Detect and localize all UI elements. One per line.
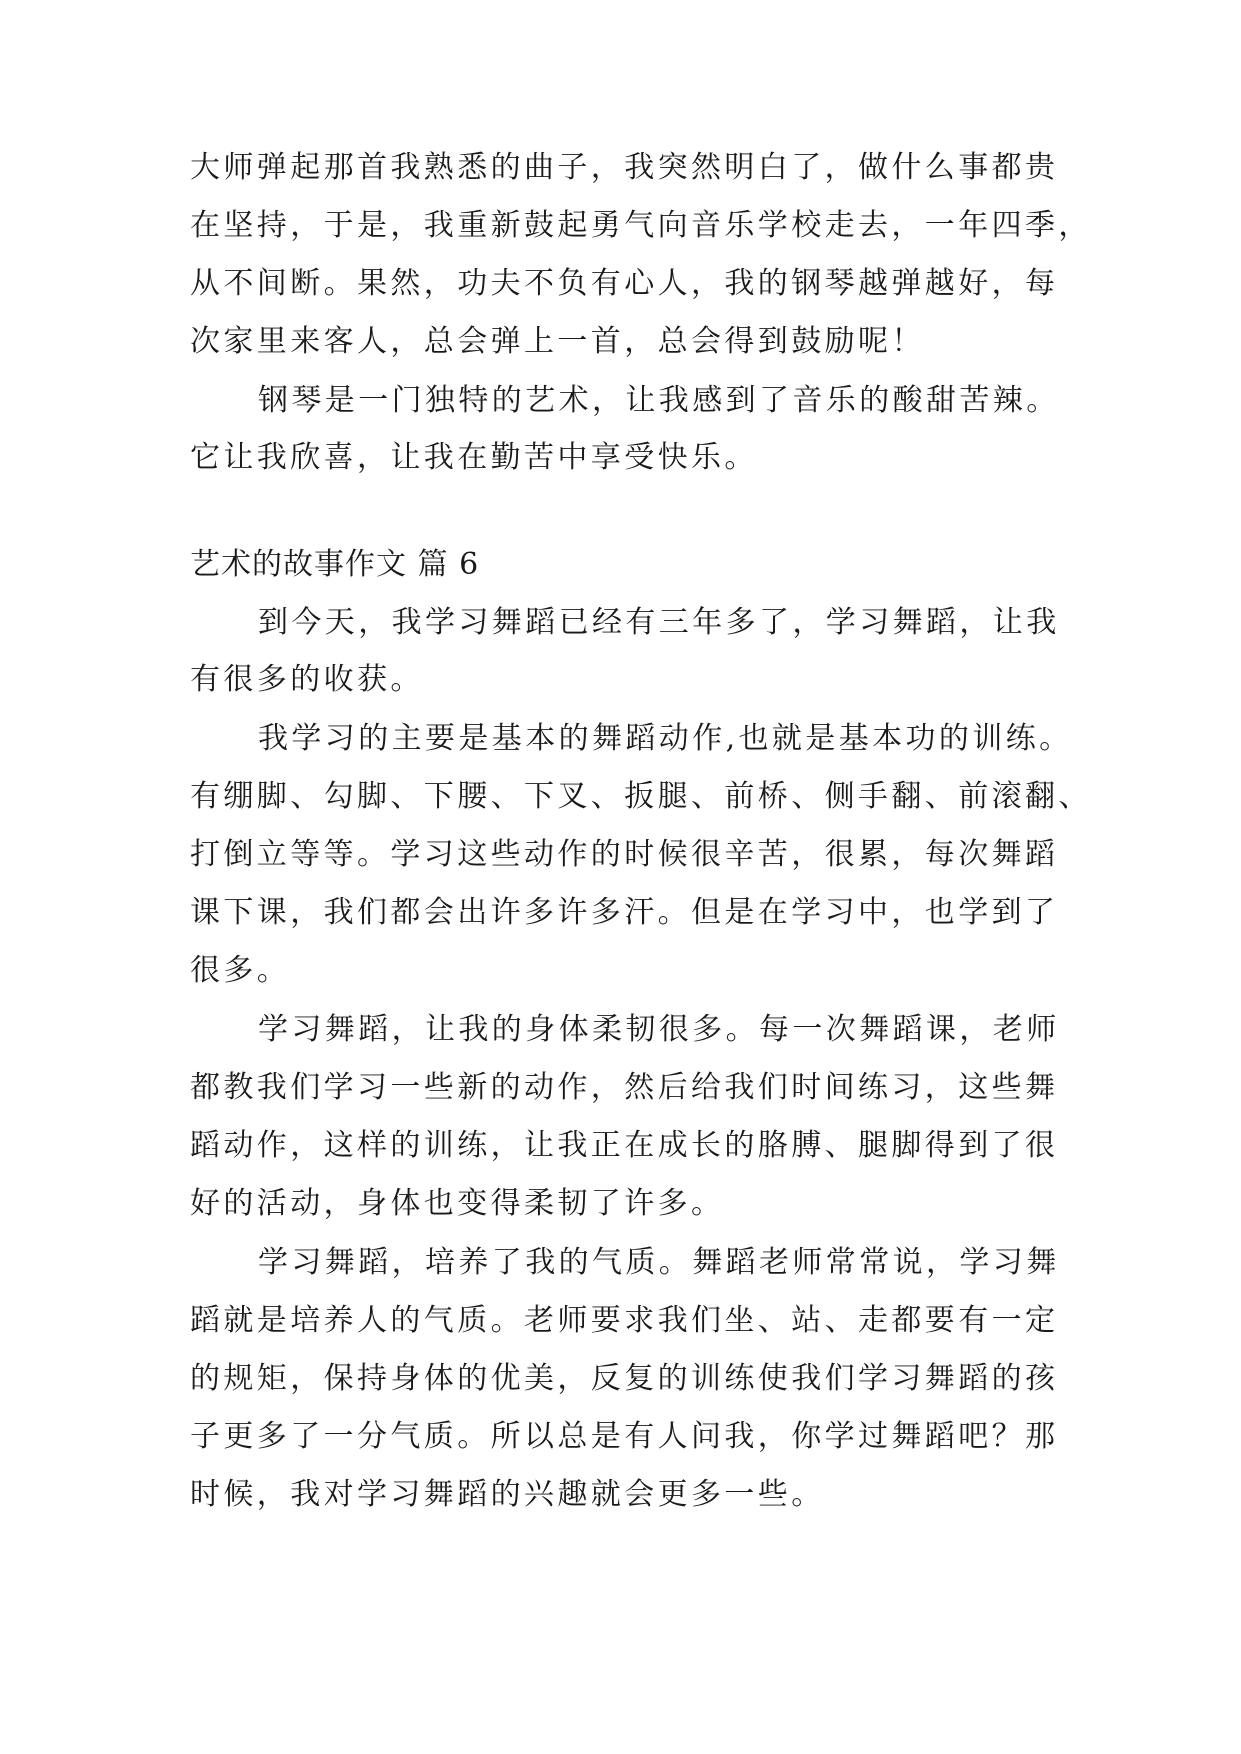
paragraph-line: 它让我欣喜，让我在勤苦中享受快乐。 [190, 440, 758, 475]
paragraph-line: 到今天，我学习舞蹈已经有三年多了，学习舞蹈，让我 [258, 605, 1060, 640]
paragraph-line: 都教我们学习一些新的动作，然后给我们时间练习，这些舞 [190, 1070, 1059, 1105]
paragraph-line: 钢琴是一门独特的艺术，让我感到了音乐的酸甜苦辣。 [258, 383, 1060, 418]
paragraph-line: 我学习的主要是基本的舞蹈动作,也就是基本功的训练。 [258, 721, 1073, 756]
paragraph-line: 大师弹起那首我熟悉的曲子，我突然明白了，做什么事都贵 [190, 150, 1059, 185]
paragraph-line: 学习舞蹈，让我的身体柔韧很多。每一次舞蹈课，老师 [258, 1012, 1060, 1047]
paragraph-line: 有很多的收获。 [190, 662, 424, 697]
paragraph-line: 课下课，我们都会出许多许多汗。但是在学习中，也学到了 [190, 895, 1059, 930]
paragraph-line: 从不间断。果然，功夫不负有心人，我的钢琴越弹越好，每 [190, 266, 1059, 301]
paragraph-line: 时候，我对学习舞蹈的兴趣就会更多一些。 [190, 1477, 825, 1512]
paragraph-line: 蹈动作，这样的训练，让我正在成长的胳膊、腿脚得到了很 [190, 1128, 1059, 1163]
paragraph-line: 有绷脚、勾脚、下腰、下叉、扳腿、前桥、侧手翻、前滚翻、 [190, 779, 1092, 814]
paragraph-line: 好的活动，身体也变得柔韧了许多。 [190, 1186, 725, 1221]
paragraph-line: 在坚持，于是，我重新鼓起勇气向音乐学校走去，一年四季， [190, 208, 1092, 243]
paragraph-line: 的规矩，保持身体的优美，反复的训练使我们学习舞蹈的孩 [190, 1361, 1059, 1396]
paragraph-line: 次家里来客人，总会弹上一首，总会得到鼓励呢！ [190, 324, 925, 359]
section-heading: 艺术的故事作文 篇 6 [190, 547, 480, 582]
paragraph-line: 蹈就是培养人的气质。老师要求我们坐、站、走都要有一定 [190, 1303, 1059, 1338]
paragraph-line: 很多。 [190, 953, 291, 988]
paragraph-line: 学习舞蹈，培养了我的气质。舞蹈老师常常说，学习舞 [258, 1245, 1060, 1280]
paragraph-line: 子更多了一分气质。所以总是有人问我，你学过舞蹈吧？那 [190, 1419, 1059, 1454]
paragraph-line: 打倒立等等。学习这些动作的时候很辛苦，很累，每次舞蹈 [190, 837, 1059, 872]
